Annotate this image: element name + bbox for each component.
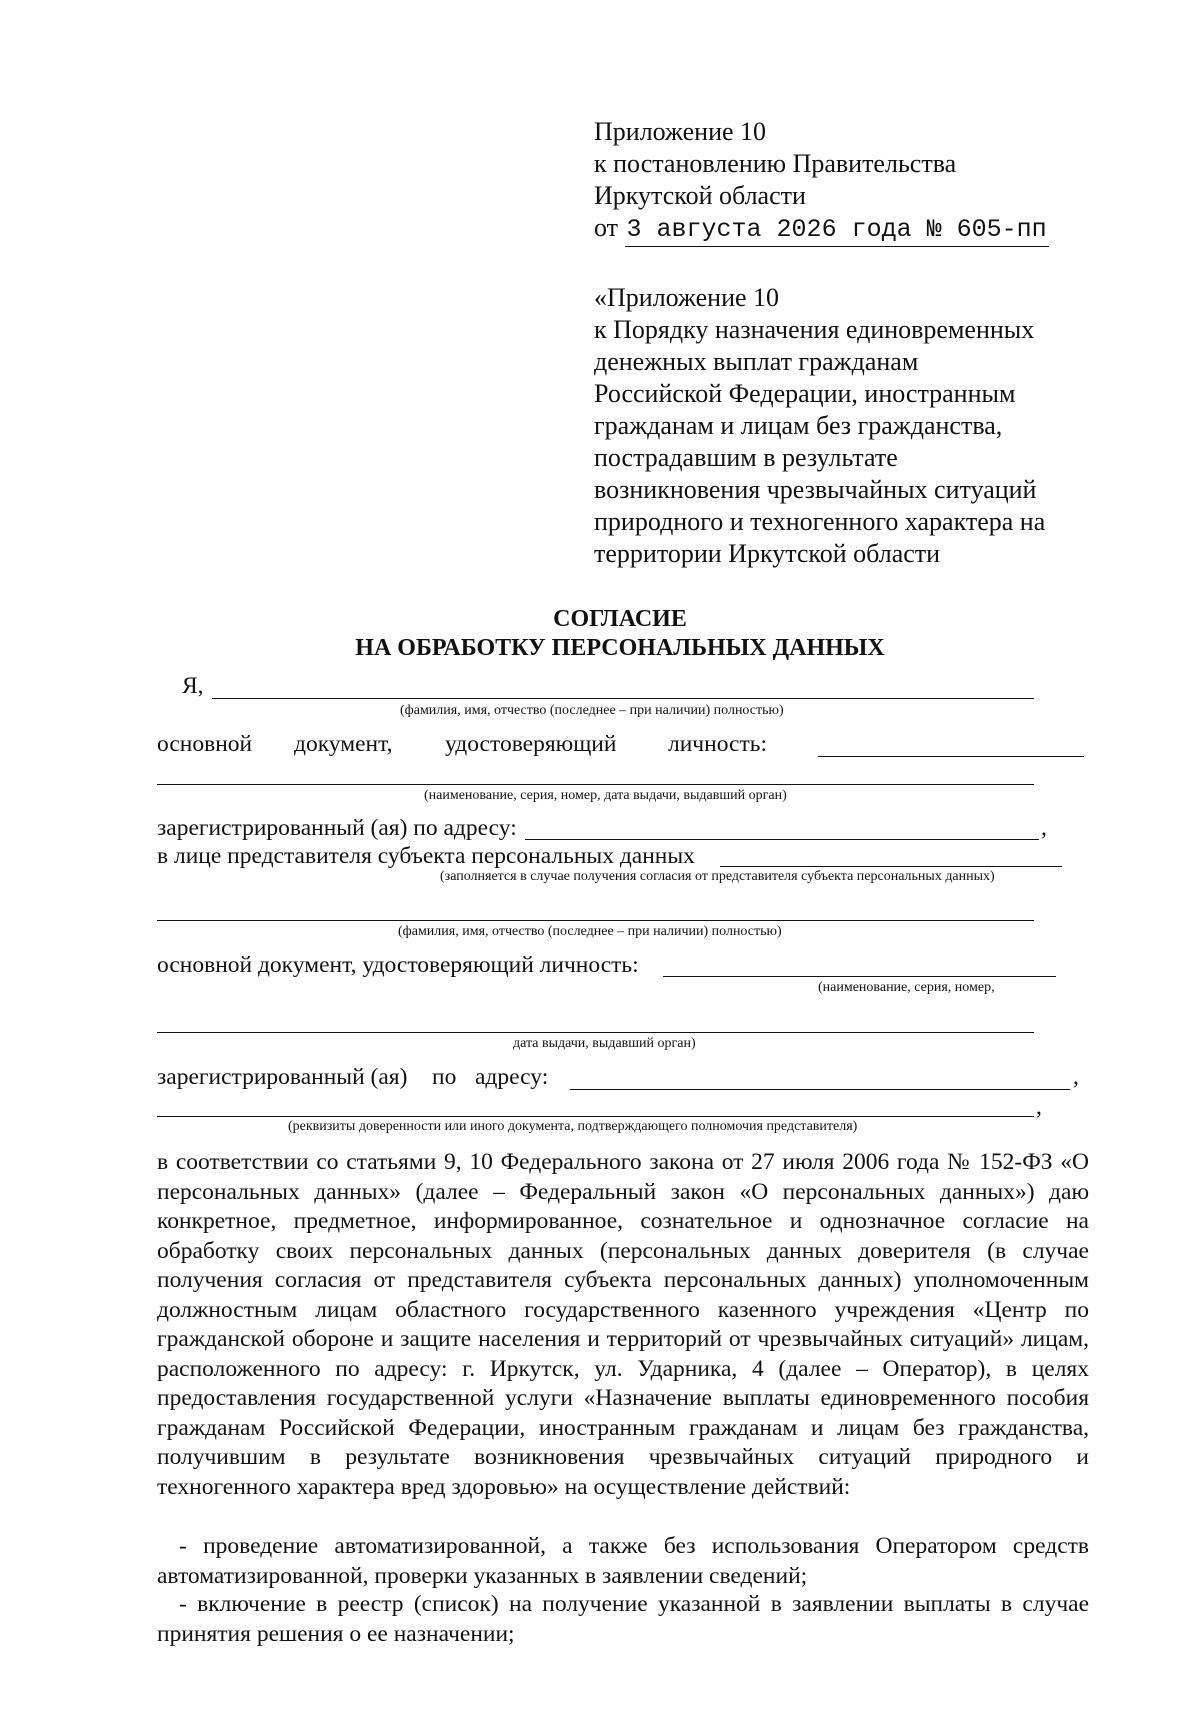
representative-caption: (заполняется в случае получения согласия от представителя субъекта персональных данных) bbox=[440, 869, 995, 884]
doc2-field-continued[interactable] bbox=[157, 1032, 1034, 1033]
representative-label: в лице представителя субъекта персональных данных bbox=[157, 843, 695, 869]
doc-caption: (наименование, серия, номер, дата выдачи, выдавший орган) bbox=[424, 788, 787, 803]
document-title: СОГЛАСИЕ bbox=[553, 606, 687, 632]
reg2-word: зарегистрированный (ая) bbox=[157, 1064, 408, 1090]
fio2-caption: (фамилия, имя, отчество (последнее – при наличии) полностью) bbox=[398, 924, 782, 939]
representative-field[interactable] bbox=[720, 866, 1062, 867]
appendix-line: «Приложение 10 bbox=[594, 283, 780, 312]
reg2-word: по bbox=[432, 1064, 457, 1090]
address-field[interactable] bbox=[525, 839, 1039, 840]
doc-field-continued[interactable] bbox=[157, 784, 1034, 785]
doc-word: основной bbox=[157, 731, 253, 757]
fio-caption: (фамилия, имя, отчество (последнее – при наличии) полностью) bbox=[400, 703, 784, 718]
power-of-attorney-field[interactable] bbox=[157, 1116, 1034, 1117]
doc-word: личность: bbox=[668, 731, 767, 757]
comma: , bbox=[1041, 815, 1047, 841]
appendix-line: территории Иркутской области bbox=[594, 539, 941, 568]
doc2-caption-b: дата выдачи, выдавший орган) bbox=[513, 1036, 696, 1051]
doc2-caption-a: (наименование, серия, номер, bbox=[818, 980, 995, 995]
header-resolution: к постановлению Правительства bbox=[594, 149, 957, 178]
appendix-line: гражданам и лицам без гражданства, bbox=[594, 411, 1003, 440]
fio-field[interactable] bbox=[212, 698, 1034, 699]
comma: , bbox=[1036, 1094, 1042, 1120]
reg2-word: адресу: bbox=[475, 1064, 549, 1090]
date-value: 3 августа 2026 года № 605-пп bbox=[625, 214, 1049, 247]
doc-field[interactable] bbox=[818, 756, 1084, 757]
header-appendix-number: Приложение 10 bbox=[594, 117, 767, 146]
doc2-label: основной документ, удостоверяющий личность: bbox=[157, 952, 639, 978]
appendix-line: Российской Федерации, иностранным bbox=[594, 379, 1016, 408]
appendix-line: к Порядку назначения единовременных bbox=[594, 315, 1035, 344]
doc-word: удостоверяющий bbox=[445, 731, 617, 757]
representative-fio-field[interactable] bbox=[157, 920, 1034, 921]
consent-item-1: - проведение автоматизированной, а также без использования Оператором средств автоматизированной, проверки указанных в заявлении сведений; bbox=[157, 1533, 1089, 1589]
consent-paragraph: в соответствии со статьями 9, 10 Федерального закона от 27 июля 2006 года № 152-ФЗ «О персональных данных» (далее – Федеральный закон «О персональных данных») даю конкретное, предметное, информированное, сознательное и однозначное согласие на обработку своих персональных данных (персональных данных доверителя (в случае получения согласия от представителя субъекта персональных данных) уполномоченным должностным лицам областного государственного казенного учреждения «Центр по гражданской обороне и защите населения и территорий от чрезвычайных ситуаций» лицам, расположенного по адресу: г. Иркутск, ул. Ударника, 4 (далее – Оператор), в целях предоставления государственной услуги «Назначение выплаты единовременного пособия гражданам Российской Федерации, иностранным гражданам и лицам без гражданства, получившим в результате возникновения чрезвычайных ситуаций природного и техногенного характера вред здоровью» на осуществление действий: bbox=[157, 1149, 1089, 1500]
appendix-line: возникновения чрезвычайных ситуаций bbox=[594, 475, 1037, 504]
header-date-line bbox=[594, 212, 1049, 247]
appendix-line: денежных выплат гражданам bbox=[594, 347, 919, 376]
consent-item-2: - включение в реестр (список) на получение указанной в заявлении выплаты в случае принятия решения о ее назначении; bbox=[157, 1591, 1089, 1647]
date-prefix: от bbox=[594, 213, 619, 242]
doc2-field[interactable] bbox=[663, 976, 1056, 977]
registered-label: зарегистрированный (ая) по адресу: bbox=[157, 815, 517, 841]
power-caption: (реквизиты доверенности или иного документа, подтверждающего полномочия представителя) bbox=[288, 1119, 858, 1134]
doc-word: документ, bbox=[294, 731, 393, 757]
appendix-line: пострадавшим в результате bbox=[594, 443, 898, 472]
document-subtitle: НА ОБРАБОТКУ ПЕРСОНАЛЬНЫХ ДАННЫХ bbox=[355, 635, 885, 661]
header-region: Иркутской области bbox=[594, 181, 806, 210]
i-label: Я, bbox=[182, 673, 204, 699]
address2-field[interactable] bbox=[570, 1089, 1070, 1090]
appendix-line: природного и техногенного характера на bbox=[594, 507, 1046, 536]
comma: , bbox=[1073, 1064, 1079, 1090]
